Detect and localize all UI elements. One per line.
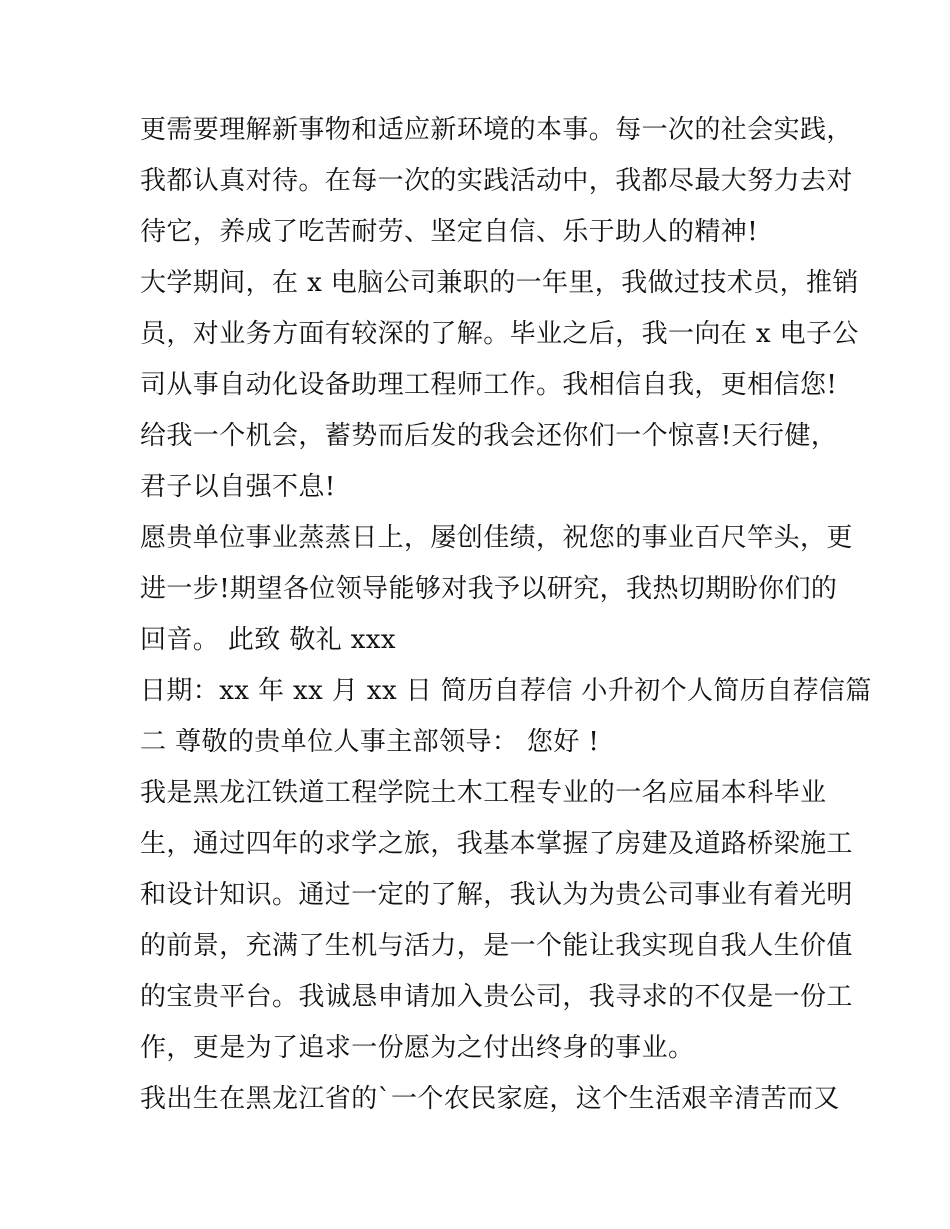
text-line: 大学期间，在 x 电脑公司兼职的一年里，我做过技术员，推销 xyxy=(140,268,859,298)
text-line: 更需要理解新事物和适应新环境的本事。每一次的社会实践， xyxy=(140,115,853,145)
text-line: 我是黑龙江铁道工程学院土木工程专业的一名应届本科毕业 xyxy=(140,778,827,808)
text-line: 我都认真对待。在每一次的实践活动中，我都尽最大努力去对 xyxy=(140,166,853,196)
text-line: 我出生在黑龙江省的`一个农民家庭，这个生活艰辛清苦而又 xyxy=(140,1084,840,1114)
text-line: 待它，养成了吃苦耐劳、坚定自信、乐于助人的精神! xyxy=(140,217,759,247)
text-line: 作，更是为了追求一份愿为之付出终身的事业。 xyxy=(140,1033,695,1063)
text-line: 二 尊敬的贵单位人事主部领导： 您好 ! xyxy=(140,727,600,757)
text-line: 进一步!期望各位领导能够对我予以研究，我热切期盼你们的 xyxy=(140,574,838,604)
text-line: 君子以自强不息! xyxy=(140,472,336,502)
text-line: 的宝贵平台。我诚恳申请加入贵公司，我寻求的不仅是一份工 xyxy=(140,982,853,1012)
body-text xyxy=(140,105,872,1125)
text-line: 愿贵单位事业蒸蒸日上，屡创佳绩，祝您的事业百尺竿头，更 xyxy=(140,523,853,553)
text-line: 员，对业务方面有较深的了解。毕业之后，我一向在 x 电子公 xyxy=(140,319,859,349)
text-line: 的前景，充满了生机与活力，是一个能让我实现自我人生价值 xyxy=(140,931,853,961)
text-line: 和设计知识。通过一定的了解，我认为为贵公司事业有着光明 xyxy=(140,880,853,910)
text-line: 生，通过四年的求学之旅，我基本掌握了房建及道路桥梁施工 xyxy=(140,829,853,859)
text-line: 司从事自动化设备助理工程师工作。我相信自我，更相信您! xyxy=(140,370,838,400)
text-line: 回音。 此致 敬礼 xxx xyxy=(140,625,396,655)
text-line: 给我一个机会，蓄势而后发的我会还你们一个惊喜!天行健， xyxy=(140,421,838,451)
text-line: 日期：xx 年 xx 月 xx 日 简历自荐信 小升初个人简历自荐信篇 xyxy=(140,676,872,706)
